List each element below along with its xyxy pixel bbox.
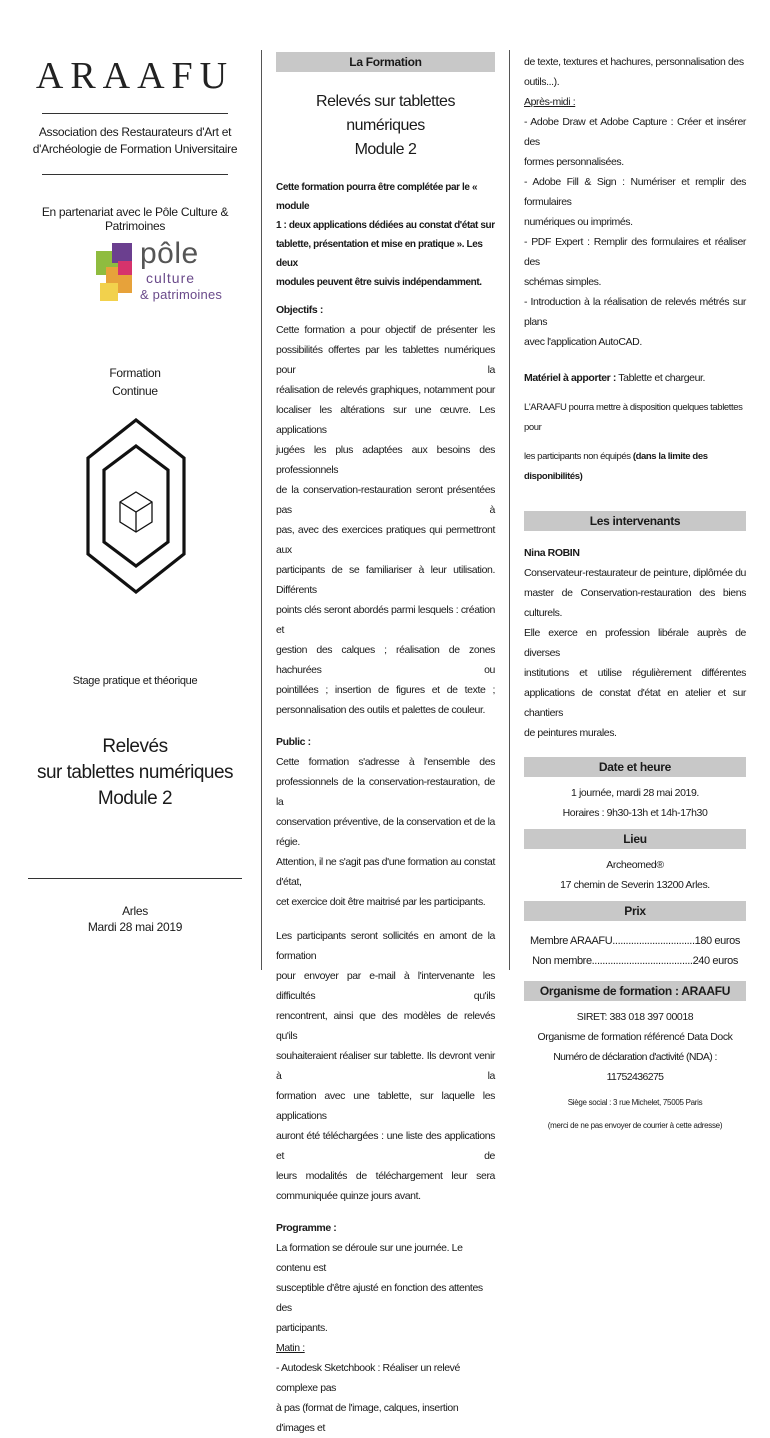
text-line: conservation préventive, de la conservation et de la régie. [276,816,495,848]
date-line: 1 journée, mardi 28 mai 2019. [571,786,699,799]
stage-label: Stage pratique et théorique [72,675,198,687]
text-line: Cette formation a pour objectif de présenter les [276,324,495,336]
text-line: pas, avec des exercices pratiques qui permettront aux [276,524,495,556]
formation-column [276,52,495,1438]
text-line: outils...). [524,76,560,88]
text-line: Attention, il ne s'agit pas d'une formation au constat d'état, [276,856,495,888]
intro-line: 1 : deux applications dédiées au constat d'état sur [276,220,495,231]
cover-title-line: Module 2 [97,788,173,809]
materiel-note-bold: (dans la limite des disponibilités) [524,451,708,482]
column-divider [509,50,510,970]
text-line: formation avec une tablette, sur laquelle les applications [276,1090,495,1122]
column-divider [261,50,262,970]
pole-logo-patrimoines: & patrimoines [140,287,223,302]
text-line: leurs modalités de téléchargement leur sera [276,1170,495,1182]
text-line: Cette formation s'adresse à l'ensemble des [276,756,495,768]
formation-module: Module 2 [354,141,417,158]
cover-title-line: sur tablettes numériques [36,762,234,783]
price-member-value: 180 euros [694,934,740,947]
formation-label: Formation [109,366,161,380]
text-line: réalisation de relevés graphiques, notamment pour [276,384,495,396]
formation-continue [22,364,248,400]
text-line: - Introduction à la réalisation de relevés métrés sur plans [524,296,746,328]
text-line: - Autodesk Sketchbook : Réaliser un relevé complexe pas [276,1362,460,1394]
matin-label: Matin : [276,1342,305,1354]
hours-line: Horaires : 9h30-13h et 14h-17h30 [562,806,708,819]
text-line: localiser les altérations sur une œuvre. Les applications [276,404,495,436]
apres-midi-label: Après-midi : [524,96,576,108]
divider [28,878,242,879]
divider [42,113,228,114]
programme-label: Programme : [276,1222,337,1234]
price-non-member-label: Non membre...................................... [532,954,693,967]
programme-text [276,1238,495,1338]
intervenant-name: Nina ROBIN [524,546,580,559]
public-text [276,752,495,912]
intervenant-bio [524,563,746,743]
siege-social: Siège social : 3 rue Michelet, 75005 Paris [567,1097,703,1107]
text-line: - PDF Expert : Remplir des formulaires et réaliser des [524,236,746,268]
text-line: personnalisation des outils et palettes de couleur. [276,704,486,716]
text-line: institutions et utilise régulièrement différentes [524,666,746,679]
siege-note: (merci de ne pas envoyer de courrier à cette adresse) [547,1120,723,1130]
text-line: Conservateur-restaurateur de peinture, diplômée du [524,566,746,579]
datadock: Organisme de formation référencé Data Dock [537,1030,733,1043]
text-line: numériques ou imprimés. [524,216,633,228]
text-line: rencontrent, ainsi que des modèles de relevés qu'ils [276,1010,495,1042]
intro-line: tablette, présentation et mise en pratique ». Les deux [276,239,483,269]
text-line: La formation se déroule sur une journée. Le contenu est [276,1242,463,1274]
cover-column [22,0,248,1024]
text-line: Elle exerce en profession libérale auprès de diverses [524,626,746,659]
text-line: de texte, textures et hachures, personnalisation des [524,56,744,68]
venue-name: Archeomed® [606,858,664,871]
text-line: applications de constat d'état en atelier et sur chantiers [524,686,746,719]
materiel-note-part: les participants non équipés [524,451,631,462]
cover-title-line: Relevés [102,736,168,757]
venue-address: 17 chemin de Severin 13200 Arles. [560,878,710,891]
price-non-member-row [524,951,746,971]
text-line: - Adobe Fill & Sign : Numériser et remplir des formulaires [524,176,746,208]
association-name: Association des Restaurateurs d'Art et d'Archéologie de Formation Universitaire [32,125,238,156]
text-line: souhaiteraient réaliser sur tablette. Ils devront venir à la [276,1050,495,1082]
hexagon-cube-icon [86,418,186,594]
text-line: pointillées ; insertion de figures et de texte ; [276,684,495,696]
text-line: de peintures murales. [524,726,617,739]
materiel-value: Tablette et chargeur. [618,372,706,384]
text-line: possibilités offertes par les tablettes numériques pour la [276,344,495,376]
price-member-label: Membre ARAAFU............................... [530,934,695,947]
section-header-date: Date et heure [524,757,746,777]
text-line: points clés seront abordés parmi lesquels : création et [276,604,495,636]
text-line: cet exercice doit être maitrisé par les participants. [276,896,486,908]
text-line: avec l'application AutoCAD. [524,336,642,348]
objectifs-label: Objectifs : [276,304,323,316]
text-line: - Adobe Draw et Adobe Capture : Créer et insérer des [524,116,746,148]
text-line: de la conservation-restauration seront présentées pas à [276,484,495,516]
nda: Numéro de déclaration d'activité (NDA) : 11752436275 [553,1050,717,1083]
apres-midi-text [524,112,746,352]
section-header-formation: La Formation [276,52,495,72]
continue-label: Continue [112,384,158,398]
price-member-row [524,931,746,951]
text-line: à pas (format de l'image, calques, insertion d'images et [276,1402,459,1434]
text-line: professionnels de la conservation-restauration, de la [276,776,495,808]
text-line: master de Conservation-restauration des biens culturels. [524,586,746,619]
cover-title [22,734,248,812]
section-header-prix: Prix [524,901,746,921]
text-line: participants. [276,1322,328,1334]
cover-place-date [22,903,248,935]
text-line: communiquée quinze jours avant. [276,1190,421,1202]
text-line: schémas simples. [524,276,602,288]
materiel-note: L'ARAAFU pourra mettre à disposition quelques tablettes pour [524,401,743,433]
details-column [524,52,746,1141]
section-header-intervenants: Les intervenants [524,511,746,531]
text-line: formes personnalisées. [524,156,624,168]
materiel-line [524,368,746,388]
event-date: Mardi 28 mai 2019 [87,920,183,934]
araafu-logo: ARAAFU [35,55,235,97]
text-line: jugées les plus adaptées aux besoins des professionnels [276,444,495,476]
intro-line: modules peuvent être suivis indépendamment. [276,277,482,288]
text-line: auront été téléchargées : une liste des applications et de [276,1130,495,1162]
objectifs-text [276,320,495,720]
price-non-member-value: 240 euros [692,954,738,967]
participants-text [276,926,495,1206]
materiel-label: Matériel à apporter : [524,372,616,384]
materiel-note [524,447,746,487]
pole-logo-culture: culture [146,270,196,286]
pole-logo-word: pôle [140,237,199,270]
pole-culture-logo [96,237,226,313]
text-line: pour envoyer par e-mail à l'intervenante les difficultés qu'ils [276,970,495,1002]
partnership-text: En partenariat avec le Pôle Culture & Patrimoines [41,205,229,233]
text-line: participants de se familiariser à leur utilisation. Différents [276,564,495,596]
public-label: Public : [276,736,311,748]
formation-title: Relevés sur tablettes numériques [316,93,455,134]
siret: SIRET: 383 018 397 00018 [576,1010,694,1023]
divider [42,174,228,175]
city: Arles [122,904,148,918]
intro-line: Cette formation pourra être complétée par le « module [276,182,478,212]
section-header-lieu: Lieu [524,829,746,849]
text-line: susceptible d'être ajusté en fonction des attentes des [276,1282,483,1314]
text-line: gestion des calques ; réalisation de zones hachurées ou [276,644,495,676]
text-line: Les participants seront sollicités en amont de la formation [276,930,495,962]
section-header-organisme: Organisme de formation : ARAAFU [524,981,746,1001]
